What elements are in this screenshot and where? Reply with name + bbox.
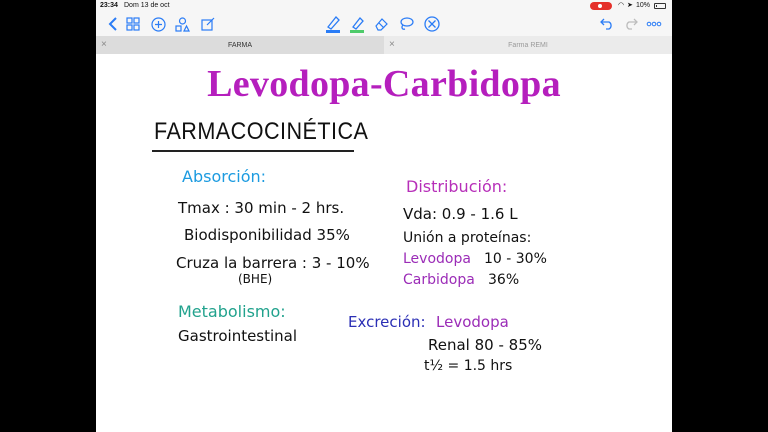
screen-recording-icon[interactable] xyxy=(590,2,612,10)
excrecion-drug: Levodopa xyxy=(436,313,509,331)
carbidopa-value: 36% xyxy=(488,272,520,288)
half-life-text: t½ = 1.5 hrs xyxy=(424,358,513,374)
close-circle-icon[interactable] xyxy=(423,15,440,33)
document-tabs xyxy=(96,36,672,54)
grid-view-icon[interactable] xyxy=(125,15,141,33)
undo-icon[interactable] xyxy=(599,15,615,33)
more-options-icon[interactable] xyxy=(646,15,662,33)
heading-underline xyxy=(152,150,354,152)
metabolismo-label: Metabolismo: xyxy=(178,302,286,321)
ipad-screen xyxy=(96,0,672,432)
tab-farma[interactable] xyxy=(96,36,384,54)
status-bar xyxy=(96,0,672,12)
absorcion-label: Absorción: xyxy=(182,167,267,186)
status-date: Dom 13 de oct xyxy=(124,2,170,9)
pen-tool-icon[interactable] xyxy=(324,15,342,33)
redo-icon[interactable] xyxy=(623,15,639,33)
close-tab-icon[interactable]: × xyxy=(101,39,107,50)
distribucion-label: Distribución: xyxy=(406,177,508,196)
shapes-icon[interactable] xyxy=(174,15,190,33)
levodopa-name: Levodopa xyxy=(403,251,471,267)
tab-farma-remi[interactable] xyxy=(384,36,672,54)
tmax-text: Tmax : 30 min - 2 hrs. xyxy=(178,199,345,217)
vda-text: Vda: 0.9 - 1.6 L xyxy=(403,205,518,223)
levodopa-value: 10 - 30% xyxy=(484,251,547,267)
close-tab-icon[interactable]: × xyxy=(389,39,395,50)
lasso-icon[interactable] xyxy=(398,15,414,33)
battery-icon xyxy=(654,3,666,9)
note-title: Levodopa-Carbidopa xyxy=(207,63,561,105)
edit-icon[interactable] xyxy=(200,15,216,33)
bhe-text: (BHE) xyxy=(238,272,273,286)
note-page[interactable] xyxy=(96,55,672,432)
back-chevron-icon[interactable] xyxy=(106,15,120,33)
renal-text: Renal 80 - 85% xyxy=(428,336,542,354)
location-icon: ➤ xyxy=(627,2,633,9)
add-icon[interactable] xyxy=(150,15,166,33)
status-time: 23:34 xyxy=(100,2,118,9)
carbidopa-name: Carbidopa xyxy=(403,272,475,288)
union-proteinas-text: Unión a proteínas: xyxy=(403,230,532,246)
toolbar xyxy=(96,12,672,36)
metabolismo-value: Gastrointestinal xyxy=(178,327,298,345)
tab-label: FARMA xyxy=(227,41,253,49)
tab-label: Farma REMI xyxy=(508,41,548,49)
biodisponibilidad-text: Biodisponibilidad 35% xyxy=(184,226,350,244)
barrera-text: Cruza la barrera : 3 - 10% xyxy=(176,254,370,272)
section-heading: FARMACOCINÉTICA xyxy=(154,118,369,145)
eraser-icon[interactable] xyxy=(373,15,389,33)
wifi-icon: ◠ xyxy=(618,2,625,9)
highlighter-icon[interactable] xyxy=(348,15,366,33)
excrecion-label: Excreción: xyxy=(348,313,426,331)
battery-percent: 10% xyxy=(636,2,651,9)
